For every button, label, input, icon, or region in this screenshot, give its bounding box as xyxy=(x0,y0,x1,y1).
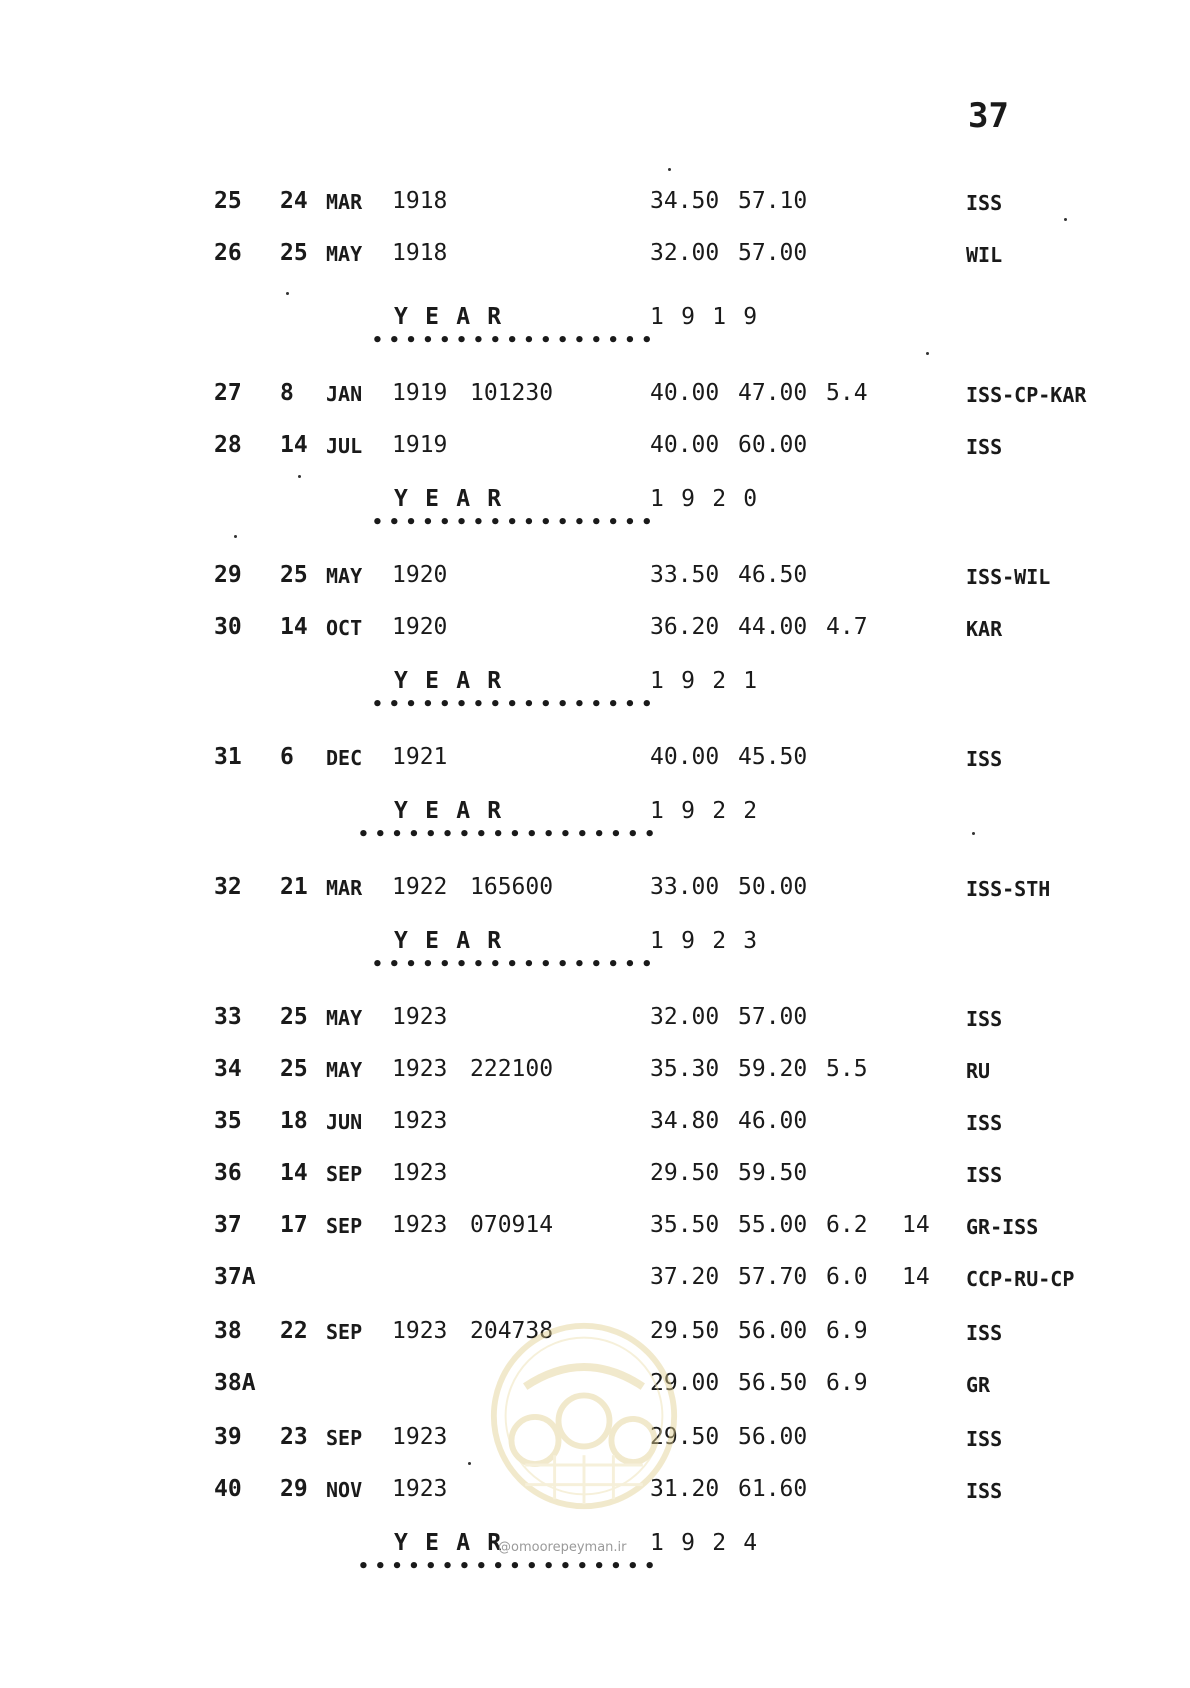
cell-no: 35 xyxy=(214,1108,242,1134)
cell-no: 28 xyxy=(214,432,242,458)
cell-lat: 40.00 xyxy=(650,380,720,406)
cell-day: 29 xyxy=(280,1476,308,1502)
year-word: YEAR xyxy=(394,668,519,694)
cell-no: 26 xyxy=(214,240,242,266)
cell-source: ISS-WIL xyxy=(966,565,1051,589)
year-word: YEAR xyxy=(394,304,519,330)
cell-day: 24 xyxy=(280,188,308,214)
cell-lat: 36.20 xyxy=(650,614,720,640)
cell-lat: 37.20 xyxy=(650,1264,720,1290)
cell-lon: 44.00 xyxy=(738,614,808,640)
publisher-logo-watermark xyxy=(486,1318,682,1514)
dotted-underline: ••••••••••••••••• xyxy=(372,330,659,351)
cell-no: 40 xyxy=(214,1476,242,1502)
cell-year: 1920 xyxy=(392,562,448,588)
catalog-row xyxy=(0,744,1190,778)
cell-year: 1923 xyxy=(392,1108,448,1134)
cell-month: SEP xyxy=(326,1162,363,1186)
cell-day: 25 xyxy=(280,1004,308,1030)
catalog-row xyxy=(0,874,1190,908)
cell-lat: 29.50 xyxy=(650,1424,720,1450)
cell-lon: 45.50 xyxy=(738,744,808,770)
cell-lon: 47.00 xyxy=(738,380,808,406)
cell-source: ISS xyxy=(966,191,1003,215)
year-heading xyxy=(0,798,1190,848)
cell-lon: 57.70 xyxy=(738,1264,808,1290)
cell-lat: 32.00 xyxy=(650,1004,720,1030)
cell-month: MAY xyxy=(326,564,363,588)
cell-lon: 57.00 xyxy=(738,1004,808,1030)
cell-month: MAY xyxy=(326,1006,363,1030)
cell-year: 1918 xyxy=(392,240,448,266)
cell-month: SEP xyxy=(326,1426,363,1450)
cell-lon: 59.50 xyxy=(738,1160,808,1186)
cell-lon: 57.10 xyxy=(738,188,808,214)
cell-time: 222100 xyxy=(470,1056,554,1082)
dotted-underline: •••••••••••••••••• xyxy=(358,824,662,845)
cell-no: 32 xyxy=(214,874,242,900)
cell-lat: 29.00 xyxy=(650,1370,720,1396)
cell-lon: 56.50 xyxy=(738,1370,808,1396)
year-value: 1921 xyxy=(650,668,775,694)
year-word: YEAR xyxy=(394,486,519,512)
cell-lat: 40.00 xyxy=(650,744,720,770)
catalog-row xyxy=(0,1056,1190,1090)
page-number: 37 xyxy=(968,96,1009,136)
cell-int: 14 xyxy=(902,1212,930,1238)
cell-day: 25 xyxy=(280,1056,308,1082)
cell-lat: 31.20 xyxy=(650,1476,720,1502)
catalog-row xyxy=(0,562,1190,596)
cell-no: 39 xyxy=(214,1424,242,1450)
cell-source: GR-ISS xyxy=(966,1215,1039,1239)
cell-source: ISS xyxy=(966,435,1003,459)
cell-source: RU xyxy=(966,1059,991,1083)
cell-year: 1923 xyxy=(392,1424,448,1450)
cell-mag: 5.4 xyxy=(826,380,868,406)
cell-source: ISS xyxy=(966,1427,1003,1451)
cell-no: 30 xyxy=(214,614,242,640)
year-value: 1920 xyxy=(650,486,775,512)
cell-year: 1919 xyxy=(392,380,448,406)
cell-time: 165600 xyxy=(470,874,554,900)
cell-lon: 55.00 xyxy=(738,1212,808,1238)
cell-lat: 34.80 xyxy=(650,1108,720,1134)
cell-time: 204738 xyxy=(470,1318,554,1344)
cell-day: 25 xyxy=(280,562,308,588)
cell-day: 21 xyxy=(280,874,308,900)
cell-lon: 46.50 xyxy=(738,562,808,588)
year-word: YEAR xyxy=(394,1530,519,1556)
cell-year: 1921 xyxy=(392,744,448,770)
catalog-row xyxy=(0,614,1190,648)
cell-no: 31 xyxy=(214,744,242,770)
dotted-underline: ••••••••••••••••• xyxy=(372,694,659,715)
cell-year: 1923 xyxy=(392,1004,448,1030)
year-value: 1923 xyxy=(650,928,775,954)
cell-month: JUN xyxy=(326,1110,363,1134)
cell-lat: 33.00 xyxy=(650,874,720,900)
catalog-row xyxy=(0,1160,1190,1194)
cell-year: 1920 xyxy=(392,614,448,640)
cell-source: ISS xyxy=(966,1007,1003,1031)
year-heading xyxy=(0,486,1190,536)
cell-time: 101230 xyxy=(470,380,554,406)
year-value: 1919 xyxy=(650,304,775,330)
cell-no: 29 xyxy=(214,562,242,588)
cell-source: ISS xyxy=(966,747,1003,771)
cell-lon: 61.60 xyxy=(738,1476,808,1502)
cell-no: 27 xyxy=(214,380,242,406)
cell-mag: 4.7 xyxy=(826,614,868,640)
cell-source: WIL xyxy=(966,243,1003,267)
cell-mag: 6.0 xyxy=(826,1264,868,1290)
cell-no: 33 xyxy=(214,1004,242,1030)
cell-month: SEP xyxy=(326,1214,363,1238)
cell-mag: 6.9 xyxy=(826,1318,868,1344)
catalog-row xyxy=(0,188,1190,222)
cell-lon: 60.00 xyxy=(738,432,808,458)
cell-no: 25 xyxy=(214,188,242,214)
cell-no: 37A xyxy=(214,1264,256,1290)
cell-source: GR xyxy=(966,1373,991,1397)
dotted-underline: ••••••••••••••••• xyxy=(372,512,659,533)
year-value: 1922 xyxy=(650,798,775,824)
dotted-underline: ••••••••••••••••• xyxy=(372,954,659,975)
cell-int: 14 xyxy=(902,1264,930,1290)
cell-month: OCT xyxy=(326,616,363,640)
cell-lon: 56.00 xyxy=(738,1318,808,1344)
cell-year: 1923 xyxy=(392,1212,448,1238)
cell-source: KAR xyxy=(966,617,1003,641)
catalog-row xyxy=(0,1108,1190,1142)
cell-year: 1918 xyxy=(392,188,448,214)
cell-day: 18 xyxy=(280,1108,308,1134)
year-value: 1924 xyxy=(650,1530,775,1556)
cell-no: 36 xyxy=(214,1160,242,1186)
cell-lat: 35.50 xyxy=(650,1212,720,1238)
cell-year: 1923 xyxy=(392,1056,448,1082)
watermark-text: @omoorepeyman.ir xyxy=(498,1540,627,1555)
cell-source: ISS xyxy=(966,1163,1003,1187)
cell-month: DEC xyxy=(326,746,363,770)
cell-day: 17 xyxy=(280,1212,308,1238)
cell-day: 14 xyxy=(280,432,308,458)
cell-month: MAR xyxy=(326,190,363,214)
cell-lat: 29.50 xyxy=(650,1160,720,1186)
cell-source: ISS xyxy=(966,1111,1003,1135)
cell-day: 14 xyxy=(280,1160,308,1186)
year-heading xyxy=(0,1530,1190,1580)
dotted-underline: •••••••••••••••••• xyxy=(358,1556,662,1577)
cell-month: JAN xyxy=(326,382,363,406)
year-heading xyxy=(0,304,1190,354)
cell-mag: 6.2 xyxy=(826,1212,868,1238)
cell-year: 1923 xyxy=(392,1318,448,1344)
catalog-row xyxy=(0,432,1190,466)
cell-month: MAY xyxy=(326,242,363,266)
catalog-row xyxy=(0,240,1190,274)
cell-lat: 35.30 xyxy=(650,1056,720,1082)
cell-source: ISS-CP-KAR xyxy=(966,383,1087,407)
year-heading xyxy=(0,928,1190,978)
cell-month: NOV xyxy=(326,1478,363,1502)
cell-month: MAR xyxy=(326,876,363,900)
cell-source: ISS xyxy=(966,1479,1003,1503)
cell-lat: 34.50 xyxy=(650,188,720,214)
year-word: YEAR xyxy=(394,928,519,954)
catalog-row xyxy=(0,1004,1190,1038)
cell-lat: 40.00 xyxy=(650,432,720,458)
cell-day: 6 xyxy=(280,744,294,770)
cell-month: MAY xyxy=(326,1058,363,1082)
cell-day: 14 xyxy=(280,614,308,640)
cell-mag: 6.9 xyxy=(826,1370,868,1396)
cell-lon: 56.00 xyxy=(738,1424,808,1450)
cell-day: 23 xyxy=(280,1424,308,1450)
cell-source: CCP-RU-CP xyxy=(966,1267,1075,1291)
cell-no: 38 xyxy=(214,1318,242,1344)
cell-no: 34 xyxy=(214,1056,242,1082)
cell-source: ISS-STH xyxy=(966,877,1051,901)
cell-day: 8 xyxy=(280,380,294,406)
cell-day: 22 xyxy=(280,1318,308,1344)
cell-day: 25 xyxy=(280,240,308,266)
catalog-row xyxy=(0,380,1190,414)
cell-year: 1922 xyxy=(392,874,448,900)
cell-month: SEP xyxy=(326,1320,363,1344)
cell-year: 1923 xyxy=(392,1160,448,1186)
year-word: YEAR xyxy=(394,798,519,824)
cell-no: 37 xyxy=(214,1212,242,1238)
cell-mag: 5.5 xyxy=(826,1056,868,1082)
year-heading xyxy=(0,668,1190,718)
cell-time: 070914 xyxy=(470,1212,554,1238)
cell-source: ISS xyxy=(966,1321,1003,1345)
cell-month: JUL xyxy=(326,434,363,458)
cell-lon: 50.00 xyxy=(738,874,808,900)
cell-lon: 57.00 xyxy=(738,240,808,266)
cell-year: 1919 xyxy=(392,432,448,458)
cell-lat: 33.50 xyxy=(650,562,720,588)
cell-no: 38A xyxy=(214,1370,256,1396)
cell-lon: 59.20 xyxy=(738,1056,808,1082)
catalog-row xyxy=(0,1264,1190,1298)
cell-lat: 32.00 xyxy=(650,240,720,266)
cell-lon: 46.00 xyxy=(738,1108,808,1134)
cell-year: 1923 xyxy=(392,1476,448,1502)
cell-lat: 29.50 xyxy=(650,1318,720,1344)
catalog-row xyxy=(0,1212,1190,1246)
